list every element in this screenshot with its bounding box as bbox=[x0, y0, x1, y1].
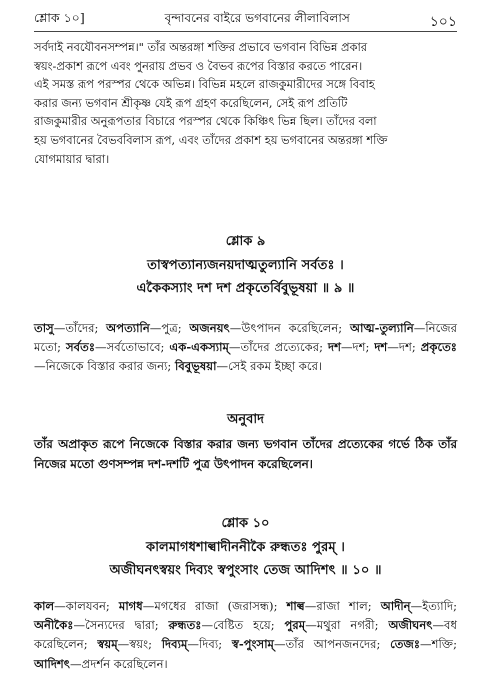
synonym-meaning: —নিজেকে বিস্তার করার জন্য; bbox=[34, 359, 176, 374]
header-rule bbox=[34, 31, 457, 32]
synonym-meaning: —সর্বতোভাবে; bbox=[95, 340, 170, 355]
synonym-word: আদীন্ bbox=[380, 599, 411, 613]
synonym-meaning: —রাজা শাল; bbox=[304, 599, 381, 613]
header-chapter-title: বৃন্দাবনের বাইরে ভগবানের লীলাবিলাস bbox=[164, 11, 350, 25]
verse-9-synonyms bbox=[34, 319, 457, 377]
synonym-meaning: —মগধের রাজা (জরাসন্ধ); bbox=[142, 599, 287, 613]
synonym-word: স্বয়ম্ bbox=[97, 637, 118, 652]
synonym-meaning: —উৎপাদন করেছিলেন; bbox=[229, 321, 350, 335]
synonym-meaning: —কালযবন; bbox=[54, 599, 119, 613]
synonym-word: দশ bbox=[374, 340, 388, 355]
synonym-word: বিবুভূষয়া bbox=[175, 359, 217, 374]
synonyms-text bbox=[34, 321, 457, 373]
synonym-meaning: —সৈন্যদের দ্বারা; bbox=[73, 618, 169, 633]
synonym-meaning: —তাঁদের প্রত্যেকের; bbox=[228, 340, 328, 355]
verse-9-text bbox=[34, 254, 457, 300]
synonym-word: শাল্ব bbox=[286, 599, 305, 613]
synonym-word: মাগধ bbox=[118, 599, 143, 613]
purport-continued bbox=[34, 38, 457, 168]
synonym-meaning: —সেই রকম ইচ্ছা করে। bbox=[216, 359, 323, 374]
page-number: ১০১ bbox=[429, 14, 457, 30]
verse-10-synonyms bbox=[34, 597, 457, 674]
synonym-meaning: —মথুরা নগরী; bbox=[305, 618, 389, 633]
translation-heading: অনুবাদ bbox=[227, 412, 264, 427]
verse-line: কালমাগধশাল্বাদীননীকৈ রুন্ধতঃ পুরম্ । bbox=[145, 540, 346, 555]
purport-line: এই সমস্ত রূপ পরস্পর থেকে অভিন্ন। বিভিন্ন মহলে রাজকুমারীদের সঙ্গে বিবাহ bbox=[34, 77, 375, 92]
synonym-word: এক-একস্যাম্ bbox=[169, 340, 229, 355]
verse-9-heading: শ্লোক ৯ bbox=[225, 234, 266, 249]
synonym-word: কাল bbox=[34, 599, 55, 613]
synonym-meaning: —শক্তি; bbox=[420, 637, 457, 652]
verse-10-text bbox=[34, 536, 457, 582]
verse-10-heading: শ্লোক ১০ bbox=[221, 516, 270, 531]
translation-text: তাঁর অপ্রাকৃত রূপে নিজেকে বিস্তার করার জন্য ভগবান তাঁদের প্রত্যেকের গর্ভে ঠিক তাঁর নিজের মতো গুণসম্পন্ন দশ-দশটি পুত্র উৎপাদন করেছিলেন। bbox=[34, 437, 457, 471]
purport-line: স্বয়ং-প্রকাশ রূপে এবং পুনরায় প্রভব ও বৈভব রূপের বিস্তার করতে পারেন। bbox=[34, 58, 363, 73]
header-verse-ref: শ্লোক ১০] bbox=[34, 10, 85, 25]
synonym-word: অনীকৈঃ bbox=[34, 618, 74, 633]
purport-line: হয় ভগবানের বৈভববিলাস রূপ, এবং তাঁদের প্রকাশ হয় ভগবানের অন্তরঙ্গা শক্তি bbox=[34, 132, 388, 147]
verse-line: অজীঘনৎস্বয়ং দিব্যং স্বপুংসাং তেজ আদিশৎ ॥ ১০ ॥ bbox=[109, 563, 382, 578]
synonym-word: সর্বতঃ bbox=[66, 340, 96, 355]
verse-line: একৈকস্যাং দশ দশ প্রকৃতের্বিবুভূষয়া ॥ ৯ ॥ bbox=[136, 281, 355, 296]
synonym-word: তেজঃ bbox=[390, 637, 421, 652]
synonym-word: রুন্ধতঃ bbox=[168, 618, 202, 633]
purport-line: সর্বদাই নবযৌবনসম্পন্ন।" তাঁর অন্তরঙ্গা শক্তির প্রভাবে ভগবান বিভিন্ন প্রকার bbox=[34, 40, 368, 54]
purport-line: যোগমায়ার দ্বারা। bbox=[34, 151, 110, 166]
synonym-meaning: —দিব্য; bbox=[187, 637, 232, 652]
synonym-meaning: —দশ; bbox=[387, 340, 421, 355]
synonym-meaning: —তাঁর আপনজনদের; bbox=[274, 637, 391, 652]
synonym-word: দশ bbox=[328, 340, 341, 355]
synonyms-text bbox=[34, 599, 457, 671]
synonym-meaning: —বেষ্টিত হয়ে; bbox=[201, 618, 285, 633]
synonym-meaning: —প্রদর্শন করেছিলেন। bbox=[70, 656, 168, 671]
synonym-meaning: —স্বয়ং; bbox=[117, 637, 162, 652]
synonym-word: দিব্যম্ bbox=[161, 637, 188, 652]
purport-line: রাজকুমারীর অনুরূপতার বিচারে পরস্পর থেকে কিঞ্চিৎ ভিন্ন ছিল। তাঁদের বলা bbox=[34, 114, 377, 129]
synonym-word: অজনয়ৎ bbox=[189, 321, 230, 335]
synonym-word: অপত্যানি bbox=[106, 321, 150, 335]
verse-line: তাস্বপত্যান্যজনয়দাত্মতুল্যানি সর্বতঃ । bbox=[147, 258, 344, 273]
synonym-word: পুরম্ bbox=[284, 618, 306, 633]
synonym-meaning: —দশ; bbox=[340, 340, 375, 355]
synonym-meaning: —পুত্র; bbox=[149, 321, 190, 335]
running-header bbox=[34, 10, 457, 30]
synonym-word: আদিশৎ bbox=[34, 656, 70, 671]
synonym-word: আত্ম-তুল্যানি bbox=[349, 321, 414, 335]
synonym-word: প্রকৃতেঃ bbox=[420, 340, 457, 355]
synonym-meaning: —ইত্যাদি; bbox=[410, 599, 457, 613]
synonym-meaning: —তাঁদের; bbox=[53, 321, 107, 335]
purport-line: করার জন্য ভগবান শ্রীকৃষ্ণ যেই রূপ গ্রহণ করেছিলেন, সেই রূপ প্রতিটি bbox=[34, 95, 348, 110]
synonym-meaning: —বধ করেছিলেন; bbox=[34, 618, 457, 652]
synonym-word: স্ব-পুংসাম্ bbox=[231, 637, 274, 652]
synonym-word: তাসু bbox=[34, 321, 54, 335]
synonym-word: অজীঘনৎ bbox=[388, 618, 433, 633]
synonym-meaning: —নিজের মতো; bbox=[34, 321, 457, 355]
